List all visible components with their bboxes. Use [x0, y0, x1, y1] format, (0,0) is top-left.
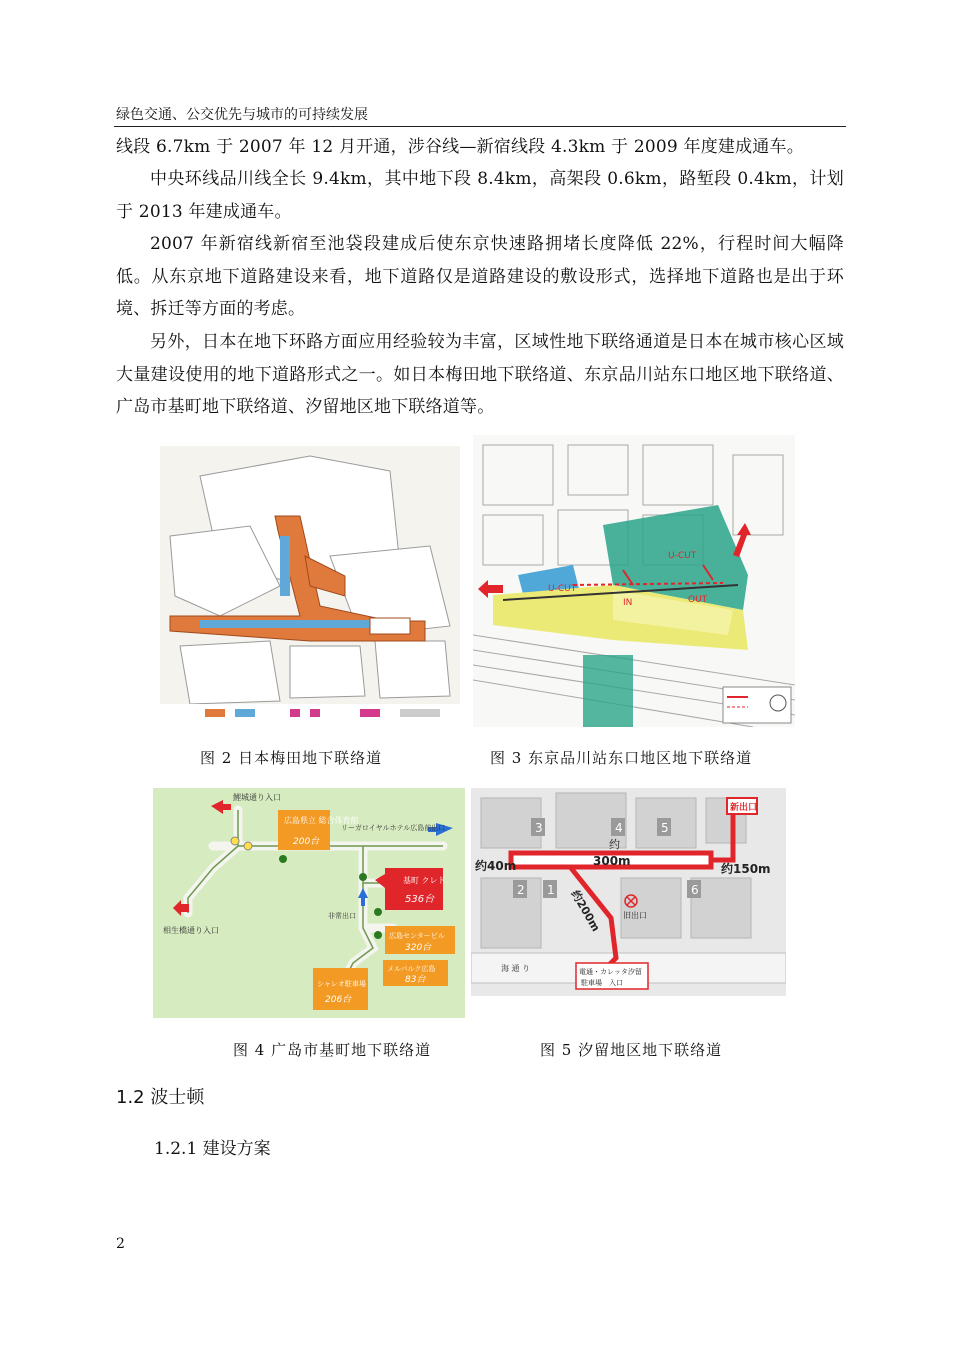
- block-5-number: 5: [661, 821, 669, 835]
- out-label: OUT: [688, 595, 708, 605]
- melparque-label: メルパルク広島: [387, 965, 436, 973]
- chalet-parking-label: シャレオ駐車場: [317, 980, 366, 988]
- length-150m-label: 约150m: [721, 862, 771, 876]
- gym-count: 200台: [293, 837, 320, 847]
- length-40m-label: 约40m: [475, 859, 517, 873]
- parking-entrance-line-2: 駐車場 入口: [581, 979, 623, 987]
- hotel-exit-label: リーガロイヤルホテル広島前出口: [341, 824, 446, 832]
- figure-3-caption: 图 3 东京品川站东口地区地下联络道: [490, 749, 753, 767]
- figure-4-caption: 图 4 广岛市基町地下联络道: [233, 1041, 432, 1059]
- block-4-number: 4: [615, 821, 623, 835]
- old-exit-label: 旧出口: [623, 911, 647, 920]
- aioi-entrance-label: 相生橋通り入口: [163, 926, 219, 935]
- figure-5-caption: 图 5 汐留地区地下联络道: [540, 1041, 723, 1059]
- block-1-number: 1: [547, 883, 555, 897]
- subsection-title: 建设方案: [202, 1139, 271, 1159]
- new-exit-label: 新出口: [730, 803, 758, 813]
- section-heading: [116, 1083, 204, 1109]
- header-rule: [114, 126, 846, 127]
- subsection-heading: [154, 1134, 271, 1159]
- shinagawa-map-graphic: [473, 435, 795, 727]
- paragraph-4: 另外，日本在地下环路方面应用经验较为丰富，区域性地下联络通道是日本在城市核心区域大量建设使用的地下道路形式之一。如日本梅田地下联络道、东京品川站东口地区地下联络道、广岛市基町地下联络道、汐留地区地下联络道等。: [116, 332, 844, 418]
- chalet-parking-count: 206台: [325, 995, 352, 1005]
- figure-3-shinagawa-map: [473, 435, 795, 727]
- paragraph-2: 中央环线品川线全长 9.4km，其中地下段 8.4km，高架段 0.6km，路堑段 0.4km，计划于 2013 年建成通车。: [116, 169, 844, 222]
- running-header: 绿色交通、公交优先与城市的可持续发展: [116, 107, 368, 123]
- u-cut-mid-label: U-CUT: [668, 551, 697, 561]
- figure-2-umeda-map: [160, 446, 460, 728]
- gym-label: 広島県立 総合体育館: [284, 816, 359, 825]
- credo-label: 基町 クレド: [403, 876, 446, 885]
- page-number: 2: [116, 1236, 125, 1252]
- figure-4-hiroshima-map: [153, 788, 465, 1018]
- center-building-count: 320台: [405, 943, 432, 953]
- subsection-number: 1.2.1: [154, 1139, 198, 1159]
- section-number: 1.2: [116, 1087, 145, 1108]
- approx-label: 约: [609, 838, 620, 851]
- figure-2-caption: 图 2 日本梅田地下联络道: [200, 749, 383, 767]
- shiodome-map-graphic: [471, 788, 786, 996]
- u-cut-left-label: U-CUT: [548, 584, 577, 594]
- paragraph-1: 线段 6.7km 于 2007 年 12 月开通，涉谷线—新宿线段 4.3km 于 2009 年度建成通车。: [116, 137, 804, 157]
- section-title: 波士顿: [150, 1087, 205, 1108]
- length-200m-label: 约200m: [568, 888, 603, 934]
- north-entrance-label: 鯉城通り入口: [233, 793, 281, 802]
- in-label: IN: [623, 598, 633, 608]
- hiroshima-map-graphic: [153, 788, 465, 1018]
- melparque-count: 83台: [405, 975, 426, 985]
- block-3-number: 3: [535, 821, 543, 835]
- emergency-exit-label: 非常出口: [328, 912, 356, 920]
- credo-count: 536台: [405, 894, 435, 905]
- length-300m-label: 300m: [593, 854, 631, 868]
- figure-5-shiodome-map: [471, 788, 786, 996]
- block-2-number: 2: [517, 883, 525, 897]
- umeda-map-graphic: [160, 446, 460, 728]
- paragraph-3: 2007 年新宿线新宿至池袋段建成后使东京快速路拥堵长度降低 22%，行程时间大幅降低。从东京地下道路建设来看，地下道路仅是道路建设的敷设形式，选择地下道路也是出于环境、拆迁等方面的考虑。: [116, 234, 844, 320]
- street-label: 海 通 り: [501, 964, 531, 973]
- block-6-number: 6: [691, 883, 699, 897]
- center-building-label: 広島センタービル: [389, 932, 445, 940]
- parking-entrance-line-1: 電通・カレッタ汐留: [579, 968, 642, 976]
